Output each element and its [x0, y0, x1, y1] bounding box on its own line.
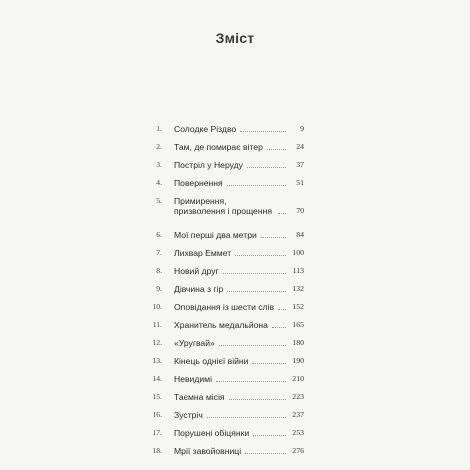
toc-entry-title: Примирення, призволення і прощення — [174, 196, 272, 216]
toc-entry-number: 15. — [152, 392, 162, 401]
toc-entry-body — [174, 160, 304, 170]
toc-entry-page: 70 — [296, 206, 304, 215]
dot-leader — [240, 130, 286, 132]
toc-entry — [140, 410, 304, 420]
toc-entry-body — [174, 196, 304, 216]
toc-entry-number: 16. — [152, 410, 162, 419]
toc-entry-page: 24 — [296, 142, 304, 151]
toc-entry — [140, 356, 304, 366]
toc-entry-title: Кінець однієї війни — [174, 356, 249, 366]
toc-entry-title: Новий друг — [174, 266, 219, 276]
toc-entry-body — [174, 302, 304, 312]
toc-entry-number: 18. — [152, 446, 162, 455]
toc-entry-body — [174, 446, 304, 456]
toc-entry-page: 84 — [296, 230, 304, 239]
dot-leader — [245, 452, 286, 454]
dot-leader — [227, 184, 286, 186]
toc-entry-page: 253 — [292, 428, 304, 437]
table-of-contents — [140, 124, 304, 456]
toc-entry — [140, 446, 304, 456]
toc-entry-body — [174, 356, 304, 366]
toc-entry-number: 13. — [152, 356, 162, 365]
dot-leader — [272, 326, 286, 328]
toc-entry-page: 113 — [292, 266, 304, 275]
toc-entry-body — [174, 124, 304, 134]
toc-entry-body — [174, 142, 304, 152]
toc-entry-number: 3. — [156, 160, 162, 169]
toc-entry-title: Там, де помирає вітер — [174, 142, 263, 152]
toc-entry — [140, 374, 304, 384]
dot-leader — [278, 212, 286, 214]
toc-entry-page: 9 — [300, 124, 304, 133]
toc-entry — [140, 428, 304, 438]
toc-entry-page: 37 — [296, 160, 304, 169]
dot-leader — [278, 308, 286, 310]
toc-entry-page: 210 — [292, 374, 304, 383]
toc-entry — [140, 230, 304, 240]
toc-entry-number: 6. — [156, 230, 162, 239]
dot-leader — [216, 380, 286, 382]
toc-entry-body — [174, 284, 304, 294]
toc-entry — [140, 338, 304, 348]
toc-entry-number: 1. — [156, 124, 162, 133]
toc-entry — [140, 284, 304, 294]
toc-entry-title: Оповідання із шести слів — [174, 302, 275, 312]
toc-entry-number: 10. — [152, 302, 162, 311]
toc-entry — [140, 320, 304, 330]
dot-leader — [267, 148, 286, 150]
toc-entry-page: 152 — [292, 302, 304, 311]
dot-leader — [227, 290, 286, 292]
toc-entry-title: Хранитель медальйона — [174, 320, 268, 330]
dot-leader — [219, 344, 286, 346]
toc-entry-title: Лихвар Еммет — [174, 248, 232, 258]
toc-entry-number: 9. — [156, 284, 162, 293]
toc-entry — [140, 124, 304, 134]
toc-entry-title: Повернення — [174, 178, 223, 188]
toc-entry-title: Постріл у Неруду — [174, 160, 243, 170]
toc-entry-page: 276 — [292, 446, 304, 455]
toc-entry-body — [174, 392, 304, 402]
toc-entry — [140, 178, 304, 188]
toc-entry-number: 8. — [156, 266, 162, 275]
dot-leader — [261, 236, 286, 238]
toc-entry-number: 2. — [156, 142, 162, 151]
dot-leader — [223, 272, 286, 274]
toc-entry-title: Невидимі — [174, 374, 212, 384]
toc-entry-title: Мої перші два метри — [174, 230, 257, 240]
toc-entry-number: 11. — [152, 320, 162, 329]
dot-leader — [235, 254, 286, 256]
toc-entry-body — [174, 338, 304, 348]
toc-entry-number: 7. — [156, 248, 162, 257]
toc-entry — [140, 266, 304, 276]
toc-entry-body — [174, 374, 304, 384]
toc-entry-page: 132 — [292, 284, 304, 293]
dot-leader — [207, 416, 286, 418]
toc-entry — [140, 302, 304, 312]
toc-entry-page: 223 — [292, 392, 304, 401]
toc-entry-number: 5. — [156, 196, 162, 205]
dot-leader — [229, 398, 286, 400]
toc-entry-title: Дівчина з гір — [174, 284, 224, 294]
toc-entry — [140, 142, 304, 152]
toc-entry-body — [174, 428, 304, 438]
page-title: Зміст — [215, 30, 255, 46]
toc-entry-title: «Уругвай» — [174, 338, 215, 348]
toc-entry-page: 237 — [292, 410, 304, 419]
toc-entry-title: Таємна місія — [174, 392, 225, 402]
toc-entry-number: 17. — [152, 428, 162, 437]
toc-entry-page: 51 — [296, 178, 304, 187]
toc-entry-title: Зустріч — [174, 410, 203, 420]
toc-entry-number: 12. — [152, 338, 162, 347]
toc-entry-title: Порушені обіцянки — [174, 428, 250, 438]
toc-entry-number: 4. — [156, 178, 162, 187]
toc-entry-body — [174, 178, 304, 188]
toc-entry-page: 190 — [292, 356, 304, 365]
toc-entry — [140, 196, 304, 216]
toc-entry-body — [174, 248, 304, 258]
toc-entry — [140, 392, 304, 402]
toc-entry-number: 14. — [152, 374, 162, 383]
toc-entry-body — [174, 410, 304, 420]
toc-entry-body — [174, 320, 304, 330]
toc-entry-title: Солодке Різдво — [174, 124, 237, 134]
toc-entry — [140, 160, 304, 170]
toc-entry-body — [174, 230, 304, 240]
dot-leader — [253, 434, 286, 436]
toc-entry — [140, 248, 304, 258]
toc-entry-page: 165 — [292, 320, 304, 329]
toc-entry-page: 100 — [292, 248, 304, 257]
toc-entry-body — [174, 266, 304, 276]
dot-leader — [247, 166, 286, 168]
toc-entry-title: Мрії завойовниці — [174, 446, 242, 456]
toc-entry-page: 180 — [292, 338, 304, 347]
dot-leader — [252, 362, 286, 364]
